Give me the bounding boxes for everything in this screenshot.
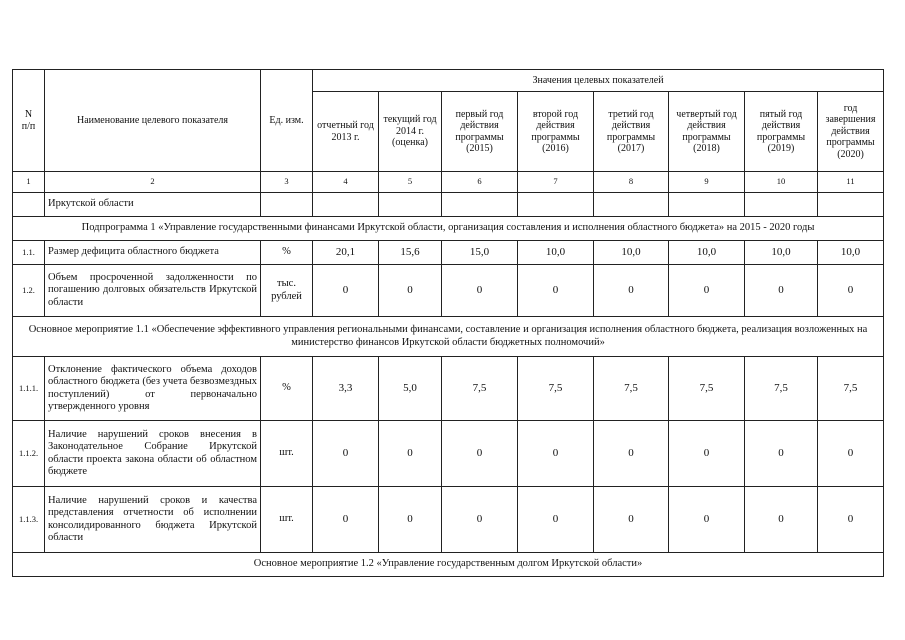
row-name: Наличие нарушений сроков и качества представления отчетности об исполнении консолидированного бюджета Иркутской области bbox=[45, 487, 261, 553]
row-value: 0 bbox=[313, 487, 379, 553]
row-value: 0 bbox=[818, 487, 884, 553]
table-row bbox=[13, 357, 884, 421]
row-value: 0 bbox=[818, 421, 884, 487]
row-num: 1.1.3. bbox=[13, 487, 45, 553]
cell-empty bbox=[13, 193, 45, 217]
row-value: 0 bbox=[518, 265, 594, 317]
continuation-row bbox=[13, 193, 884, 217]
row-value: 0 bbox=[818, 265, 884, 317]
header-year-2014: текущий год 2014 г. (оценка) bbox=[379, 92, 442, 172]
row-value: 7,5 bbox=[594, 357, 669, 421]
table-row bbox=[13, 265, 884, 317]
row-value: 0 bbox=[745, 265, 818, 317]
header-values-group: Значения целевых показателей bbox=[313, 70, 884, 92]
row-value: 0 bbox=[745, 487, 818, 553]
row-num: 1.1. bbox=[13, 241, 45, 265]
row-value: 0 bbox=[379, 421, 442, 487]
header-year-2016: второй год действия программы (2016) bbox=[518, 92, 594, 172]
col-number: 7 bbox=[518, 172, 594, 193]
row-name: Отклонение фактического объема доходов областного бюджета (без учета безвозмездных поступлений) от первоначально утвержденного уровня bbox=[45, 357, 261, 421]
row-value: 20,1 bbox=[313, 241, 379, 265]
col-number: 5 bbox=[379, 172, 442, 193]
col-number: 11 bbox=[818, 172, 884, 193]
header-year-2017: третий год действия программы (2017) bbox=[594, 92, 669, 172]
row-value: 0 bbox=[313, 421, 379, 487]
cell-empty bbox=[442, 193, 518, 217]
header-year-2020: год завершения действия программы (2020) bbox=[818, 92, 884, 172]
row-value: 15,0 bbox=[442, 241, 518, 265]
row-value: 5,0 bbox=[379, 357, 442, 421]
cell-empty bbox=[818, 193, 884, 217]
row-value: 0 bbox=[669, 421, 745, 487]
col-number: 8 bbox=[594, 172, 669, 193]
row-value: 7,5 bbox=[442, 357, 518, 421]
activity-title: Основное мероприятие 1.2 «Управление государственным долгом Иркутской области» bbox=[13, 553, 884, 577]
activity-row bbox=[13, 317, 884, 357]
header-unit: Ед. изм. bbox=[261, 70, 313, 172]
subprogram-title: Подпрограмма 1 «Управление государственными финансами Иркутской области, организация составления и исполнения областного бюджета» на 2015 - 2020 годы bbox=[13, 217, 884, 241]
row-value: 0 bbox=[518, 487, 594, 553]
col-number: 6 bbox=[442, 172, 518, 193]
row-value: 7,5 bbox=[745, 357, 818, 421]
table-row bbox=[13, 421, 884, 487]
row-value: 0 bbox=[745, 421, 818, 487]
row-num: 1.1.1. bbox=[13, 357, 45, 421]
header-year-2018: четвертый год действия программы (2018) bbox=[669, 92, 745, 172]
header-year-2015: первый год действия программы (2015) bbox=[442, 92, 518, 172]
col-number: 10 bbox=[745, 172, 818, 193]
row-num: 1.1.2. bbox=[13, 421, 45, 487]
row-value: 0 bbox=[669, 265, 745, 317]
row-value: 0 bbox=[442, 265, 518, 317]
row-value: 10,0 bbox=[818, 241, 884, 265]
cell-empty bbox=[261, 193, 313, 217]
header-year-2013: отчетный год 2013 г. bbox=[313, 92, 379, 172]
row-value: 10,0 bbox=[594, 241, 669, 265]
col-number: 3 bbox=[261, 172, 313, 193]
row-unit: шт. bbox=[261, 487, 313, 553]
row-name: Объем просроченной задолженности по погашению долговых обязательств Иркутской области bbox=[45, 265, 261, 317]
cell-empty bbox=[518, 193, 594, 217]
row-value: 15,6 bbox=[379, 241, 442, 265]
row-name: Наличие нарушений сроков внесения в Законодательное Собрание Иркутской области проекта закона области об областном бюджете bbox=[45, 421, 261, 487]
row-value: 0 bbox=[518, 421, 594, 487]
table-row bbox=[13, 241, 884, 265]
row-value: 0 bbox=[313, 265, 379, 317]
cell-empty bbox=[745, 193, 818, 217]
cell-empty bbox=[313, 193, 379, 217]
row-unit: % bbox=[261, 357, 313, 421]
row-value: 10,0 bbox=[745, 241, 818, 265]
activity-row bbox=[13, 553, 884, 577]
col-number: 1 bbox=[13, 172, 45, 193]
row-unit: тыс. рублей bbox=[261, 265, 313, 317]
cell-empty bbox=[379, 193, 442, 217]
target-indicators-table bbox=[12, 69, 884, 577]
table-row bbox=[13, 487, 884, 553]
row-value: 0 bbox=[594, 487, 669, 553]
col-number: 9 bbox=[669, 172, 745, 193]
subprogram-row bbox=[13, 217, 884, 241]
header-num: N п/п bbox=[13, 70, 45, 172]
row-value: 0 bbox=[379, 487, 442, 553]
row-value: 3,3 bbox=[313, 357, 379, 421]
row-value: 0 bbox=[379, 265, 442, 317]
row-value: 0 bbox=[442, 487, 518, 553]
header-name: Наименование целевого показателя bbox=[45, 70, 261, 172]
row-value: 10,0 bbox=[518, 241, 594, 265]
row-value: 0 bbox=[594, 265, 669, 317]
column-numbers-row bbox=[13, 172, 884, 193]
cell-empty bbox=[669, 193, 745, 217]
row-value: 0 bbox=[669, 487, 745, 553]
continuation-name: Иркутской области bbox=[45, 193, 261, 217]
row-value: 0 bbox=[594, 421, 669, 487]
row-unit: шт. bbox=[261, 421, 313, 487]
col-number: 2 bbox=[45, 172, 261, 193]
row-value: 0 bbox=[442, 421, 518, 487]
activity-title: Основное мероприятие 1.1 «Обеспечение эффективного управления региональными финансами, составление и организация исполнения областного бюджета, реализация возложенных на министерство финансов Иркутской области бюджетных полномочий» bbox=[13, 317, 884, 357]
row-value: 7,5 bbox=[818, 357, 884, 421]
row-value: 10,0 bbox=[669, 241, 745, 265]
row-value: 7,5 bbox=[669, 357, 745, 421]
header-row-group bbox=[13, 70, 884, 92]
header-year-2019: пятый год действия программы (2019) bbox=[745, 92, 818, 172]
row-num: 1.2. bbox=[13, 265, 45, 317]
cell-empty bbox=[594, 193, 669, 217]
col-number: 4 bbox=[313, 172, 379, 193]
row-name: Размер дефицита областного бюджета bbox=[45, 241, 261, 265]
row-value: 7,5 bbox=[518, 357, 594, 421]
row-unit: % bbox=[261, 241, 313, 265]
